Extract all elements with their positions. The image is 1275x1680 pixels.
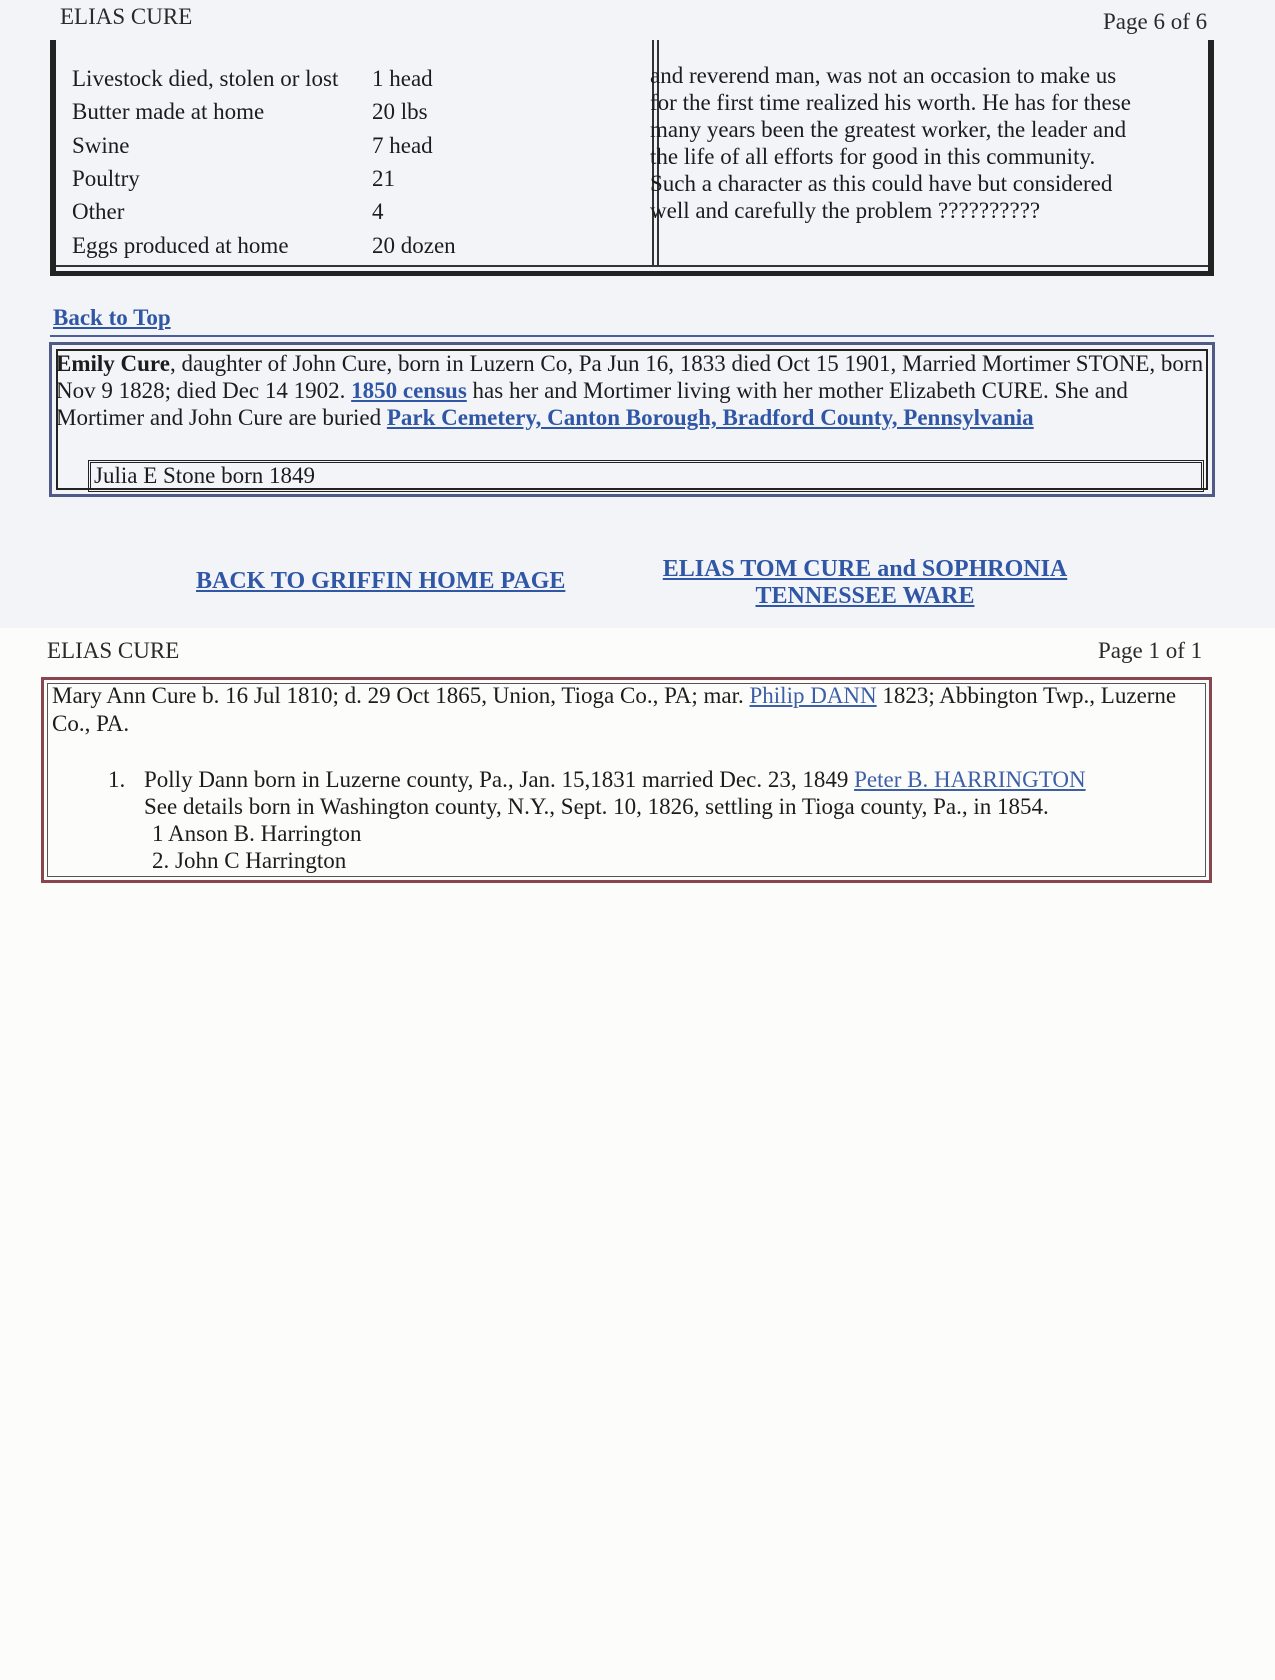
bio-text: Mary Ann Cure b. 16 Jul 1810; d. 29 Oct 1865, Union, Tioga Co., PA; mar. bbox=[52, 683, 750, 708]
elias-tom-cure-link[interactable]: ELIAS TOM CURE and SOPHRONIA bbox=[662, 556, 1068, 582]
person-name: Emily Cure bbox=[56, 351, 170, 376]
bio-text: , daughter of John Cure, born in Luzern Co, Pa Jun 16, 1833 died Oct 15 1901, Married Mortimer STONE, born Nov 9 1828; died Dec 14 1902. bbox=[56, 351, 1204, 403]
page6-header-title: ELIAS CURE bbox=[60, 4, 193, 29]
tribute-line: well and carefully the problem ?????????? bbox=[650, 198, 1041, 223]
stat-label: Poultry bbox=[72, 166, 140, 191]
peter-harrington-link[interactable]: Peter B. HARRINGTON bbox=[854, 767, 1086, 792]
page1-header-title: ELIAS CURE bbox=[47, 638, 180, 663]
tribute-line: Such a character as this could have but considered bbox=[650, 171, 1113, 196]
stat-value: 4 bbox=[372, 199, 384, 224]
tribute-line: the life of all efforts for good in this community. bbox=[650, 144, 1096, 169]
elias-tom-cure-link-continued[interactable]: TENNESSEE WARE bbox=[755, 583, 975, 609]
list-item bbox=[108, 766, 1208, 793]
elias-tom-cure-link-block[interactable] bbox=[640, 556, 1090, 610]
bio-text: 1823; Abbington Twp., Luzerne Co., PA. bbox=[52, 683, 1177, 736]
stat-label: Other bbox=[72, 199, 125, 224]
grandchild-item: 1 Anson B. Harrington bbox=[152, 821, 362, 846]
page1-page-number: Page 1 of 1 bbox=[1098, 638, 1203, 663]
stat-label: Swine bbox=[72, 133, 130, 158]
tribute-line: and reverend man, was not an occasion to make us bbox=[650, 63, 1117, 88]
children-list bbox=[108, 766, 1208, 874]
philip-dann-link[interactable]: Philip DANN bbox=[749, 683, 877, 708]
back-to-top-link[interactable]: Back to Top bbox=[53, 305, 171, 330]
tribute-line: for the first time realized his worth. He has for these bbox=[650, 90, 1131, 115]
stat-label: Eggs produced at home bbox=[72, 233, 289, 258]
child-details: See details born in Washington county, N.Y., Sept. 10, 1826, settling in Tioga county, Pa., in 1854. bbox=[144, 794, 1049, 819]
emily-cure-text bbox=[56, 350, 1206, 431]
cemetery-link[interactable]: Park Cemetery, Canton Borough, Bradford County, Pennsylvania bbox=[386, 405, 1034, 430]
stat-value: 7 head bbox=[372, 133, 433, 158]
stat-value: 1 head bbox=[372, 66, 433, 91]
stat-value: 20 lbs bbox=[372, 99, 428, 124]
section-divider bbox=[50, 335, 1214, 337]
stat-label: Livestock died, stolen or lost bbox=[72, 66, 339, 91]
child-text: Polly Dann born in Luzerne county, Pa., Jan. 15,1831 married Dec. 23, 1849 bbox=[144, 767, 855, 792]
griffin-home-link[interactable]: BACK TO GRIFFIN HOME PAGE bbox=[196, 568, 566, 594]
stat-label: Butter made at home bbox=[72, 99, 265, 124]
list-number: 1. bbox=[108, 767, 126, 792]
stat-value: 20 dozen bbox=[372, 233, 456, 258]
stat-value: 21 bbox=[372, 166, 395, 191]
census-link[interactable]: 1850 census bbox=[351, 378, 467, 403]
bio-text: has her and Mortimer living with her mother Elizabeth CURE. She and Mortimer and John Cure are buried bbox=[56, 378, 1128, 430]
grandchild-item: 2. John C Harrington bbox=[152, 848, 347, 873]
tribute-line: many years been the greatest worker, the leader and bbox=[650, 117, 1127, 142]
child-entry: Julia E Stone born 1849 bbox=[88, 460, 1204, 492]
table-divider bbox=[56, 265, 1208, 267]
tribute-text bbox=[650, 62, 1210, 224]
page6-page-number: Page 6 of 6 bbox=[1103, 9, 1208, 34]
mary-ann-cure-text bbox=[52, 682, 1202, 738]
